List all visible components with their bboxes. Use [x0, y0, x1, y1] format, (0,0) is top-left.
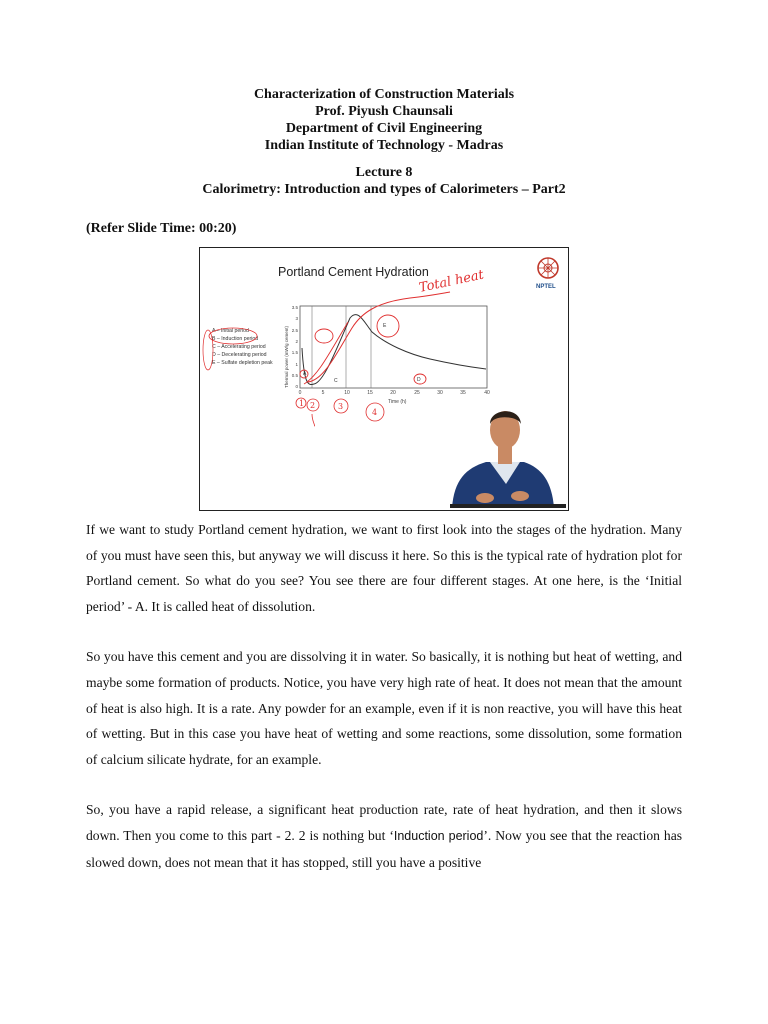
professor-name: Prof. Piyush Chaunsali: [315, 104, 453, 119]
lecture-slide: [199, 247, 569, 511]
stage-number: 1: [299, 399, 305, 408]
nptel-logo-text: NPTEL: [536, 284, 556, 290]
x-axis-label: Time (h): [388, 399, 407, 405]
total-heat-annotation: Total heat: [417, 267, 486, 296]
paragraph-text: ’. Now you see that the reaction has slowed down, does not mean that it has stopped, still you have a positive: [86, 827, 683, 870]
y-axis-ticks: [292, 305, 299, 389]
heat-flow-curve: [302, 315, 486, 385]
plot-frame: [300, 306, 487, 388]
curve-label-d: D: [417, 377, 421, 383]
y-axis-label: Thermal power (mW/g cement): [284, 325, 289, 388]
legend-item: C – Accelerating period: [212, 344, 266, 350]
stage-number: 4: [372, 408, 378, 417]
slide-legend: [203, 328, 273, 370]
department-name: Department of Civil Engineering: [285, 121, 483, 136]
stage-numbers: [296, 398, 384, 426]
legend-item: B – Induction period: [212, 336, 259, 342]
x-tick: 30: [437, 390, 443, 396]
curve-label-e: E: [383, 323, 387, 329]
lecture-topic: Calorimetry: Introduction and types of Calorimeters – Part2: [202, 182, 566, 197]
legend-item: E – Sulfate depletion peak: [212, 360, 273, 366]
paragraph: So you have this cement and you are dissolving it in water. So basically, it is nothing but heat of wetting, and maybe some formation of products. Notice, you have very high rate of heat. It does not mean that the amount of heat is also high. It is a rate. Any powder for an example, even if it is non reactive, you will have this heat of wetting. But in this case you have heat of wetting and some reactions, some dissolution, some formation of calcium silicate hydrate, for an example.: [86, 649, 682, 767]
slide-graphic: [200, 248, 568, 510]
y-tick: 3: [295, 316, 298, 321]
transcript-body: [86, 517, 682, 875]
x-axis-ticks: [299, 390, 490, 396]
paragraph: [86, 797, 682, 875]
y-tick: 1.5: [291, 350, 298, 355]
nptel-logo: [536, 258, 558, 290]
paragraph-text: So, you have a rapid release, a significant heat production rate, rate of heat hydration, and then it slows down. Then you come to this part - 2. 2 is nothing but ‘: [86, 802, 682, 843]
x-tick: 40: [484, 390, 490, 396]
x-tick: 5: [321, 390, 325, 396]
y-tick: 2: [295, 339, 298, 344]
y-tick: 0.5: [291, 373, 298, 378]
institute-name: Indian Institute of Technology - Madras: [264, 138, 504, 153]
x-tick: 20: [390, 390, 396, 396]
y-tick: 2.5: [291, 328, 298, 333]
stage-number: 2: [310, 401, 316, 410]
hydration-plot: [284, 292, 490, 405]
legend-item: A – Initial period: [212, 328, 249, 334]
y-tick: 0: [295, 384, 298, 389]
induction-period-term: Induction period: [393, 828, 484, 843]
y-tick: 3.5: [291, 305, 298, 310]
x-tick: 15: [367, 390, 373, 396]
lecture-number: Lecture 8: [355, 165, 413, 180]
document-header: [0, 86, 768, 198]
x-tick: 25: [414, 390, 420, 396]
x-tick: 0: [298, 390, 302, 396]
marker-stroke: [304, 322, 348, 384]
paragraph: If we want to study Portland cement hydration, we want to first look into the stages of the hydration. Many of you must have seen this, but anyway we will discuss it here. So this is the typical rate of hydration plot for Portland cement. So what do you see? You see there are four different stages. At one here, is the ‘Initial period’ - A. It is called heat of dissolution.: [86, 522, 682, 614]
red-circles: [300, 315, 426, 384]
stage-number: 3: [338, 402, 344, 411]
x-tick: 10: [344, 390, 350, 396]
slide-title: Portland Cement Hydration: [278, 265, 429, 279]
curve-label-c: C: [334, 378, 338, 384]
curve-label-a: A: [303, 371, 307, 377]
lecturer-video: [450, 396, 566, 508]
x-tick: 35: [460, 390, 466, 396]
refer-slide-time: (Refer Slide Time: 00:20): [86, 221, 237, 236]
y-tick: 1: [295, 362, 298, 367]
course-title: Characterization of Construction Materials: [253, 87, 515, 102]
legend-item: D – Decelerating period: [212, 352, 267, 358]
